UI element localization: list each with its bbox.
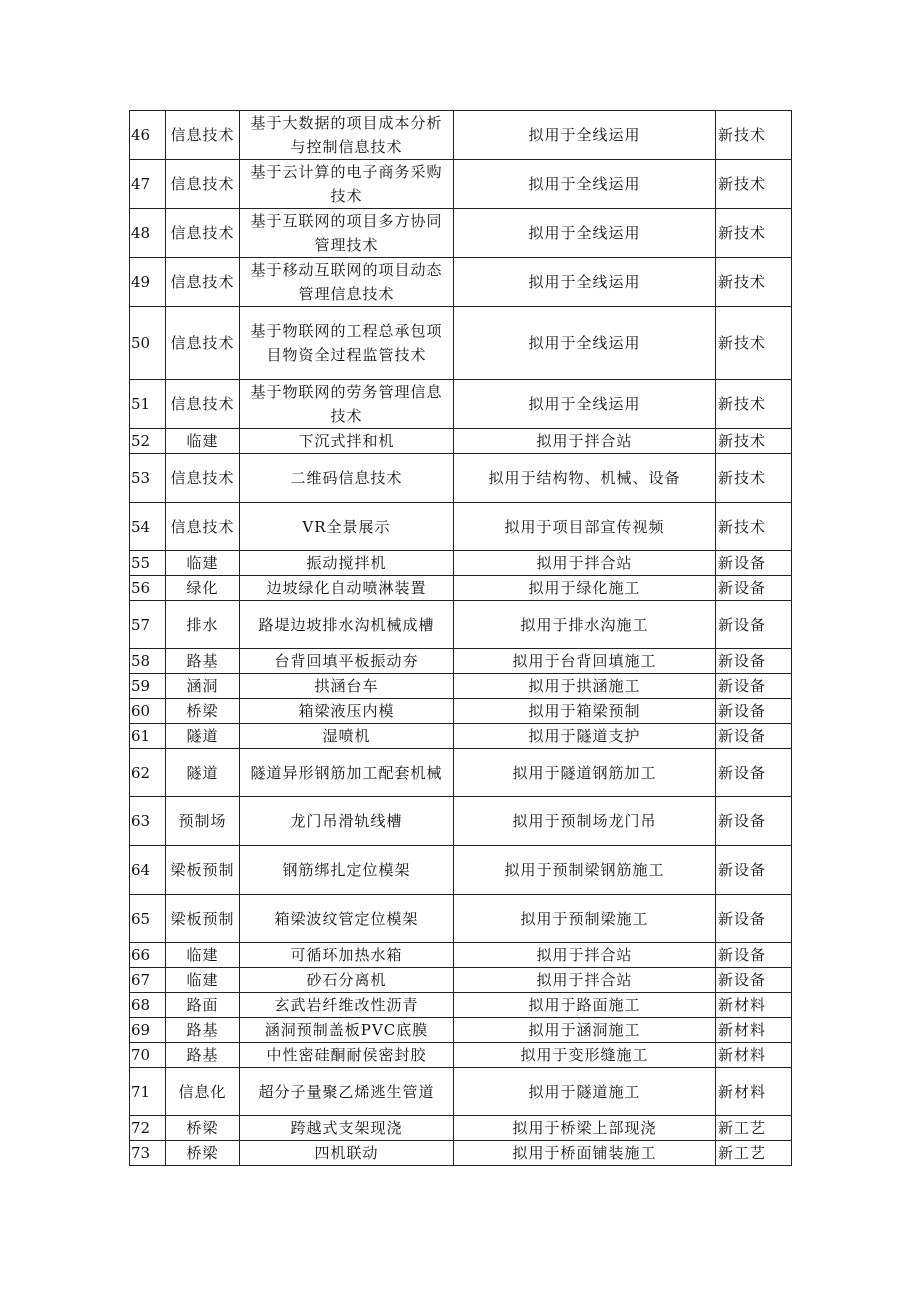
row-category: 梁板预制 [166,895,240,943]
table-row [130,576,792,601]
row-number: 62 [130,749,166,797]
row-category: 信息技术 [166,209,240,258]
row-category: 路面 [166,993,240,1018]
row-type: 新技术 [716,258,792,307]
row-item-name: 台背回填平板振动夯 [240,649,454,674]
table-row [130,1141,792,1166]
row-scope: 拟用于拌合站 [454,429,716,454]
row-type: 新设备 [716,749,792,797]
row-item-name: 基于互联网的项目多方协同管理技术 [240,209,454,258]
row-category: 信息技术 [166,111,240,160]
row-scope: 拟用于拌合站 [454,943,716,968]
row-scope: 拟用于结构物、机械、设备 [454,454,716,503]
row-item-name: 龙门吊滑轨线槽 [240,797,454,846]
row-category: 排水 [166,601,240,649]
row-number: 67 [130,968,166,993]
technology-table [129,110,792,1166]
row-category: 临建 [166,943,240,968]
row-category: 预制场 [166,797,240,846]
table-row [130,699,792,724]
row-type: 新材料 [716,1018,792,1043]
row-type: 新设备 [716,649,792,674]
row-scope: 拟用于预制梁钢筋施工 [454,846,716,895]
table-row [130,503,792,551]
row-scope: 拟用于预制场龙门吊 [454,797,716,846]
row-scope: 拟用于拌合站 [454,551,716,576]
row-item-name: 四机联动 [240,1141,454,1166]
row-scope: 拟用于隧道支护 [454,724,716,749]
row-category: 信息技术 [166,503,240,551]
row-item-name: 振动搅拌机 [240,551,454,576]
row-item-name: 二维码信息技术 [240,454,454,503]
row-type: 新设备 [716,724,792,749]
row-number: 65 [130,895,166,943]
row-item-name: 箱梁液压内模 [240,699,454,724]
row-category: 隧道 [166,749,240,797]
table-row [130,797,792,846]
row-category: 涵洞 [166,674,240,699]
row-category: 临建 [166,551,240,576]
row-type: 新技术 [716,503,792,551]
row-scope: 拟用于项目部宣传视频 [454,503,716,551]
row-scope: 拟用于排水沟施工 [454,601,716,649]
row-number: 49 [130,258,166,307]
row-item-name: 基于大数据的项目成本分析与控制信息技术 [240,111,454,160]
table-row [130,160,792,209]
row-scope: 拟用于全线运用 [454,307,716,380]
row-type: 新设备 [716,674,792,699]
row-scope: 拟用于路面施工 [454,993,716,1018]
row-category: 隧道 [166,724,240,749]
row-category: 路基 [166,649,240,674]
row-type: 新设备 [716,551,792,576]
row-scope: 拟用于桥梁上部现浇 [454,1116,716,1141]
row-item-name: 钢筋绑扎定位模架 [240,846,454,895]
row-type: 新材料 [716,993,792,1018]
row-number: 64 [130,846,166,895]
row-number: 73 [130,1141,166,1166]
table-body [130,111,792,1166]
row-type: 新设备 [716,943,792,968]
row-item-name: 基于物联网的劳务管理信息技术 [240,380,454,429]
row-category: 信息技术 [166,380,240,429]
row-number: 68 [130,993,166,1018]
table-row [130,895,792,943]
row-scope: 拟用于涵洞施工 [454,1018,716,1043]
row-type: 新技术 [716,209,792,258]
row-number: 71 [130,1068,166,1116]
row-category: 梁板预制 [166,846,240,895]
row-category: 临建 [166,968,240,993]
row-category: 桥梁 [166,699,240,724]
row-item-name: 涵洞预制盖板PVC底膜 [240,1018,454,1043]
row-scope: 拟用于全线运用 [454,380,716,429]
row-type: 新设备 [716,846,792,895]
row-scope: 拟用于隧道钢筋加工 [454,749,716,797]
row-item-name: 隧道异形钢筋加工配套机械 [240,749,454,797]
row-number: 72 [130,1116,166,1141]
row-scope: 拟用于桥面铺装施工 [454,1141,716,1166]
row-item-name: 湿喷机 [240,724,454,749]
row-number: 63 [130,797,166,846]
row-item-name: 拱涵台车 [240,674,454,699]
row-scope: 拟用于全线运用 [454,258,716,307]
row-type: 新材料 [716,1068,792,1116]
row-type: 新技术 [716,307,792,380]
row-item-name: 基于云计算的电子商务采购技术 [240,160,454,209]
table-row [130,209,792,258]
row-number: 46 [130,111,166,160]
row-item-name: 超分子量聚乙烯逃生管道 [240,1068,454,1116]
row-type: 新技术 [716,380,792,429]
row-number: 55 [130,551,166,576]
row-number: 50 [130,307,166,380]
table-row [130,749,792,797]
row-number: 47 [130,160,166,209]
row-category: 桥梁 [166,1141,240,1166]
table-row [130,649,792,674]
row-number: 57 [130,601,166,649]
row-category: 信息技术 [166,454,240,503]
row-type: 新技术 [716,111,792,160]
table-row [130,307,792,380]
row-category: 路基 [166,1018,240,1043]
row-scope: 拟用于台背回填施工 [454,649,716,674]
row-number: 70 [130,1043,166,1068]
row-type: 新设备 [716,797,792,846]
table-row [130,258,792,307]
row-number: 53 [130,454,166,503]
row-type: 新技术 [716,454,792,503]
row-type: 新设备 [716,576,792,601]
row-number: 58 [130,649,166,674]
table-row [130,429,792,454]
row-number: 60 [130,699,166,724]
row-number: 69 [130,1018,166,1043]
row-type: 新工艺 [716,1116,792,1141]
table-row [130,1018,792,1043]
row-category: 桥梁 [166,1116,240,1141]
table-row [130,724,792,749]
row-item-name: 砂石分离机 [240,968,454,993]
row-item-name: VR全景展示 [240,503,454,551]
row-scope: 拟用于全线运用 [454,209,716,258]
row-scope: 拟用于箱梁预制 [454,699,716,724]
row-type: 新设备 [716,699,792,724]
row-type: 新设备 [716,601,792,649]
table-row [130,1116,792,1141]
row-item-name: 下沉式拌和机 [240,429,454,454]
row-category: 信息技术 [166,307,240,380]
row-item-name: 跨越式支架现浇 [240,1116,454,1141]
row-scope: 拟用于隧道施工 [454,1068,716,1116]
row-number: 56 [130,576,166,601]
table-row [130,968,792,993]
row-scope: 拟用于全线运用 [454,111,716,160]
table-row [130,1043,792,1068]
table-row [130,674,792,699]
table-row [130,943,792,968]
row-item-name: 基于物联网的工程总承包项目物资全过程监管技术 [240,307,454,380]
row-scope: 拟用于绿化施工 [454,576,716,601]
table-row [130,111,792,160]
row-type: 新材料 [716,1043,792,1068]
row-type: 新技术 [716,429,792,454]
row-type: 新技术 [716,160,792,209]
row-item-name: 中性密硅酮耐侯密封胶 [240,1043,454,1068]
row-scope: 拟用于变形缝施工 [454,1043,716,1068]
row-item-name: 箱梁波纹管定位模架 [240,895,454,943]
row-number: 54 [130,503,166,551]
row-item-name: 基于移动互联网的项目动态管理信息技术 [240,258,454,307]
table-row [130,601,792,649]
row-scope: 拟用于全线运用 [454,160,716,209]
row-category: 路基 [166,1043,240,1068]
row-type: 新设备 [716,968,792,993]
row-scope: 拟用于拌合站 [454,968,716,993]
row-scope: 拟用于拱涵施工 [454,674,716,699]
table-row [130,551,792,576]
row-category: 信息化 [166,1068,240,1116]
row-item-name: 路堤边坡排水沟机械成槽 [240,601,454,649]
row-category: 信息技术 [166,258,240,307]
row-category: 绿化 [166,576,240,601]
row-scope: 拟用于预制梁施工 [454,895,716,943]
row-type: 新设备 [716,895,792,943]
row-item-name: 边坡绿化自动喷淋装置 [240,576,454,601]
table-row [130,1068,792,1116]
row-type: 新工艺 [716,1141,792,1166]
row-number: 59 [130,674,166,699]
table-row [130,993,792,1018]
table-row [130,380,792,429]
row-item-name: 可循环加热水箱 [240,943,454,968]
row-item-name: 玄武岩纤维改性沥青 [240,993,454,1018]
row-number: 66 [130,943,166,968]
row-category: 信息技术 [166,160,240,209]
row-category: 临建 [166,429,240,454]
table-row [130,454,792,503]
table-row [130,846,792,895]
row-number: 61 [130,724,166,749]
row-number: 52 [130,429,166,454]
row-number: 48 [130,209,166,258]
row-number: 51 [130,380,166,429]
